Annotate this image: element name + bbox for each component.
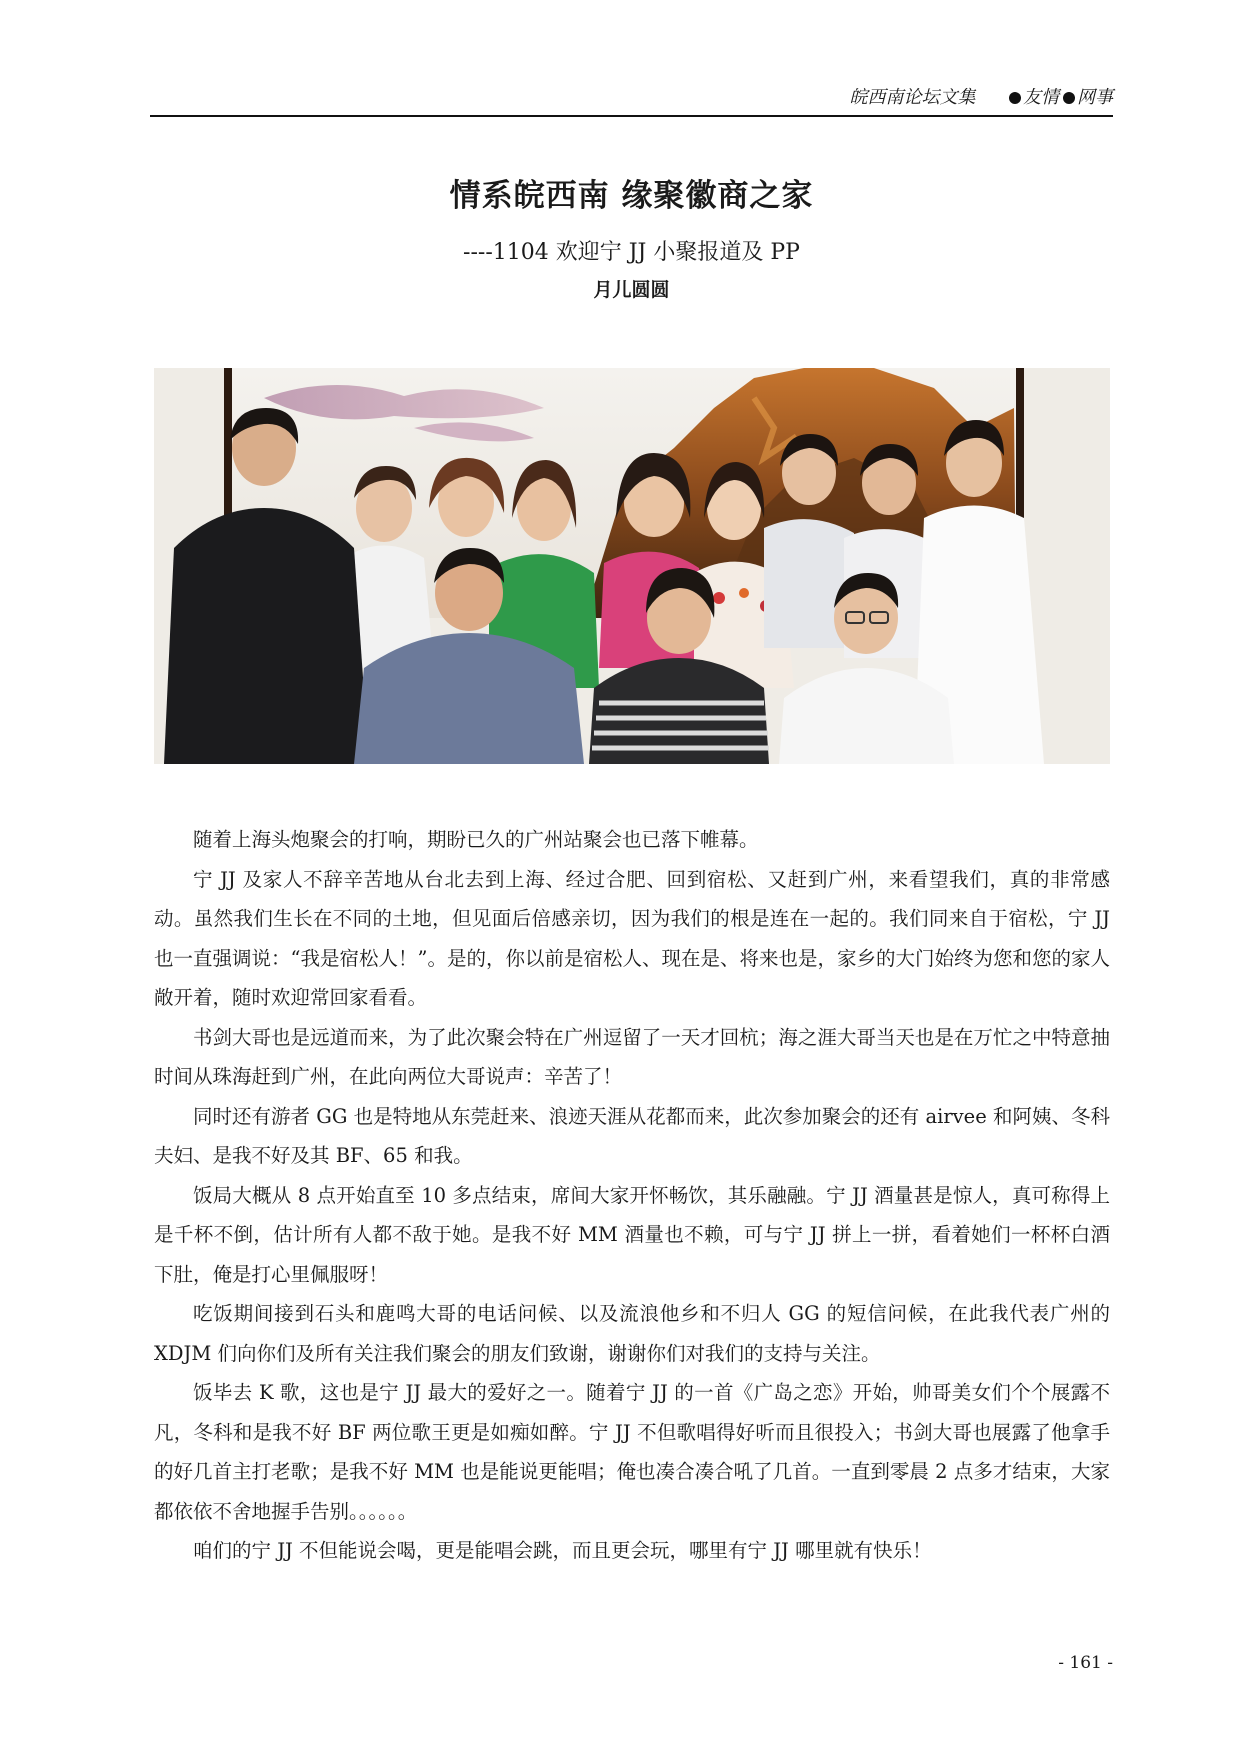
article-body bbox=[154, 820, 1110, 1571]
article-title: 情系皖西南 缘聚徽商之家 bbox=[449, 178, 814, 214]
paragraph: 随着上海头炮聚会的打响，期盼已久的广州站聚会也已落下帷幕。 bbox=[193, 828, 759, 851]
paragraph: 饭毕去 K 歌，这也是宁 JJ 最大的爱好之一。随着宁 JJ 的一首《广岛之恋》开始，帅哥美女们个个展露不凡，冬科和是我不好 BF 两位歌王更是如痴如醉。宁 JJ 不但歌唱得好听而且很投入；书剑大哥也展露了他拿手的好几首主打老歌；是我不好 MM 也是能说更能唱；俺也凑合凑合吼了几首。一直到零晨 2 点多才结束，大家都依依不舍地握手告别。。。。。。 bbox=[154, 1381, 1110, 1523]
header-tag-1: 友情 bbox=[1023, 87, 1059, 108]
header-tag-2: 网事 bbox=[1077, 87, 1113, 108]
header-divider bbox=[150, 115, 1113, 117]
article-subtitle: ----1104 欢迎宁 JJ 小聚报道及 PP bbox=[463, 240, 800, 265]
paragraph: 吃饭期间接到石头和鹿鸣大哥的电话问候、以及流浪他乡和不归人 GG 的短信问候，在此我代表广州的 XDJM 们向你们及所有关注我们聚会的朋友们致谢，谢谢你们对我们的支持与关注。 bbox=[154, 1302, 1110, 1365]
page-number: - 161 - bbox=[1058, 1653, 1113, 1673]
group-photo bbox=[154, 368, 1110, 764]
running-header bbox=[150, 88, 1113, 118]
collection-name: 皖西南论坛文集 bbox=[849, 87, 976, 108]
paragraph: 咱们的宁 JJ 不但能说会喝，更是能唱会跳，而且更会玩，哪里有宁 JJ 哪里就有快乐！ bbox=[193, 1539, 932, 1562]
paragraph: 饭局大概从 8 点开始直至 10 多点结束，席间大家开怀畅饮，其乐融融。宁 JJ 酒量甚是惊人，真可称得上是千杯不倒，估计所有人都不敌于她。是我不好 MM 酒量也不赖，可与宁 JJ 拼上一拼，看着她们一杯杯白酒下肚，俺是打心里佩服呀！ bbox=[154, 1183, 1110, 1286]
paragraph: 宁 JJ 及家人不辞辛苦地从台北去到上海、经过合肥、回到宿松、又赶到广州，来看望我们，真的非常感动。虽然我们生长在不同的土地，但见面后倍感亲切，因为我们的根是连在一起的。我们同来自于宿松，宁 JJ 也一直强调说：“我是宿松人！”。是的，你以前是宿松人、现在是、将来也是，家乡的大门始终为您和您的家人敞开着，随时欢迎常回家看看。 bbox=[154, 867, 1110, 1009]
bullet-dot-icon bbox=[1009, 92, 1021, 104]
article-author: 月儿圆圆 bbox=[593, 279, 670, 301]
paragraph: 书剑大哥也是远道而来，为了此次聚会特在广州逗留了一天才回杭；海之涯大哥当天也是在万忙之中特意抽时间从珠海赶到广州，在此向两位大哥说声：辛苦了！ bbox=[154, 1025, 1110, 1088]
paragraph: 同时还有游者 GG 也是特地从东莞赶来、浪迹天涯从花都而来，此次参加聚会的还有 airvee 和阿姨、冬科夫妇、是我不好及其 BF、65 和我。 bbox=[154, 1104, 1110, 1167]
bullet-dot-icon bbox=[1063, 92, 1075, 104]
